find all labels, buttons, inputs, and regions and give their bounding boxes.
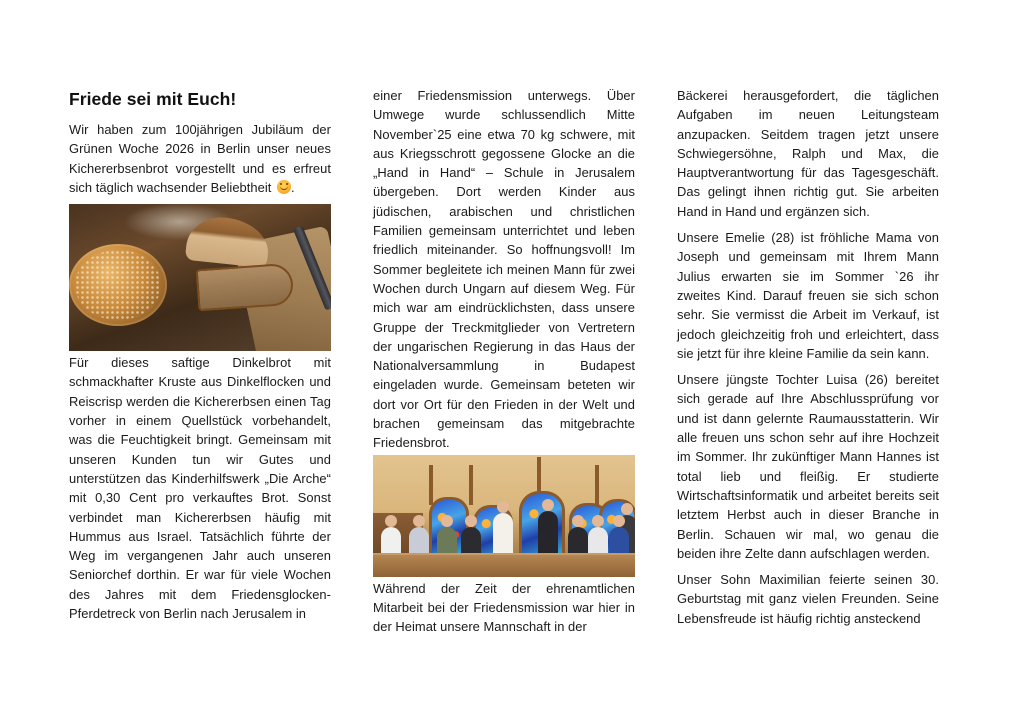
emelie-paragraph: Unsere Emelie (28) ist fröhliche Mama von Joseph und gemeinsam mit Ihrem Mann Julius erwarten sie im Sommer `26 ihr zweites Kind. Darauf freuen sie sich schon sehr. Sie vermisst die Arbeit im Verkauf, ist jedoch gleichzeitig froh und erleichtert, dass sie jetzt für ihre kleine Familie da sein kann. (677, 230, 939, 361)
bread-photo (69, 204, 331, 351)
column-1 (69, 86, 331, 630)
assembly-photo (373, 455, 635, 577)
column-3 (677, 86, 939, 635)
spire-shape (429, 465, 433, 505)
luisa-paragraph: Unsere jüngste Tochter Luisa (26) bereitet sich gerade auf Ihre Abschlussprüfung vor und ist dann gelernte Raumausstatterin. Wir alle freuen uns schon sehr auf ihre Hochzeit im Sommer. Ihr zukünftiger Mann Hannes ist total lieb und fleißig. Er studierte Wirtschaftsinformatik und arbeitet bereits seit letztem Herbst auch in dieser Branche in Berlin. Schauen wir mal, wo genau die beiden ihre Zelte dann aufschlagen werden. (677, 372, 939, 561)
spire-shape (469, 465, 473, 505)
column-2 (373, 86, 635, 644)
smiling-face-icon (277, 180, 291, 194)
dinkelbrot-paragraph: Für dieses saftige Dinkelbrot mit schmackhafter Kruste aus Dinkelflocken und Reiscrisp werden die Kichererbsen einen Tag vorher in einem Quellstück vorbehandelt, was die Feuchtigkeit bringt. Gemeinsam mit unseren Kunden tun wir Gutes und unterstützen das Kinderhilfswerk „Die Arche“ mit 0,30 Cent pro verkauftes Brot. Sonst verbindet man Kichererbsen häufig mit Hummus aus Israel. Tatsächlich führte der Weg im vergangenen Jahr auch unseren Seniorchef dorthin. Er war für viele Wochen des Jahres mit dem Friedensglocken-Pferdetreck von Berlin nach Jerusalem in (69, 355, 331, 622)
mannschaft-paragraph: Während der Zeit der ehrenamtlichen Mitarbeit bei der Friedensmission war hier in der Heimat unsere Mannschaft in der (373, 580, 635, 635)
spire-shape (537, 457, 541, 493)
bread-loaf-shape (69, 244, 167, 326)
friedensmission-paragraph: einer Friedensmission unterwegs. Über Umwege wurde schlussendlich Mitte November`25 eine etwa 70 kg schwere, mit aus Kriegsschrott gegossene Glocke an die „Hand in Hand“ – Schule in Jerusalem übergeben. Dort werden Kinder aus jüdischen, arabischen und christlichen Familien gemeinsam unterrichtet und leben friedlich miteinander. So hoffnungsvoll! Im Sommer begleitete ich meinen Mann für zwei Wochen durch Ungarn auf diesem Weg. Für mich war am eindrücklichsten, dass unsere Gruppe der Treckmitglieder von Vertretern der ungarischen Regierung in das Haus der Nationalversammlung in Budapest eingeladen wurde. Gemeinsam beteten wir dort vor Ort für den Frieden in der Welt und brachen gemeinsam das mitgebrachte Friedensbrot. (373, 88, 635, 451)
bread-slice-shape (196, 263, 295, 312)
intro-paragraph (69, 120, 331, 197)
intro-end: . (291, 179, 295, 195)
spire-shape (595, 465, 599, 505)
bread-half-shape (185, 214, 271, 268)
maximilian-paragraph: Unser Sohn Maximilian feierte seinen 30. Geburtstag mit ganz vielen Freunden. Seine Lebensfreude ist häufig richtig ansteckend (677, 572, 939, 626)
table-shape (373, 553, 635, 577)
intro-text: Wir haben zum 100jährigen Jubiläum der Grünen Woche 2026 in Berlin unser neues Kichererbsenbrot vorgestellt und es erfreut sich täglich wachsender Beliebtheit (69, 122, 331, 195)
baeckerei-paragraph: Bäckerei herausgefordert, die täglichen Aufgaben im neuen Leitungsteam anzupacken. Seitdem tragen jetzt unsere Schwiegersöhne, Ralph und Max, die Hauptverantwortung für das Tagesgeschäft. Das gelingt ihnen richtig gut. Sie arbeiten Hand in Hand und ergänzen sich. (677, 88, 939, 219)
page-title: Friede sei mit Euch! (69, 89, 237, 109)
